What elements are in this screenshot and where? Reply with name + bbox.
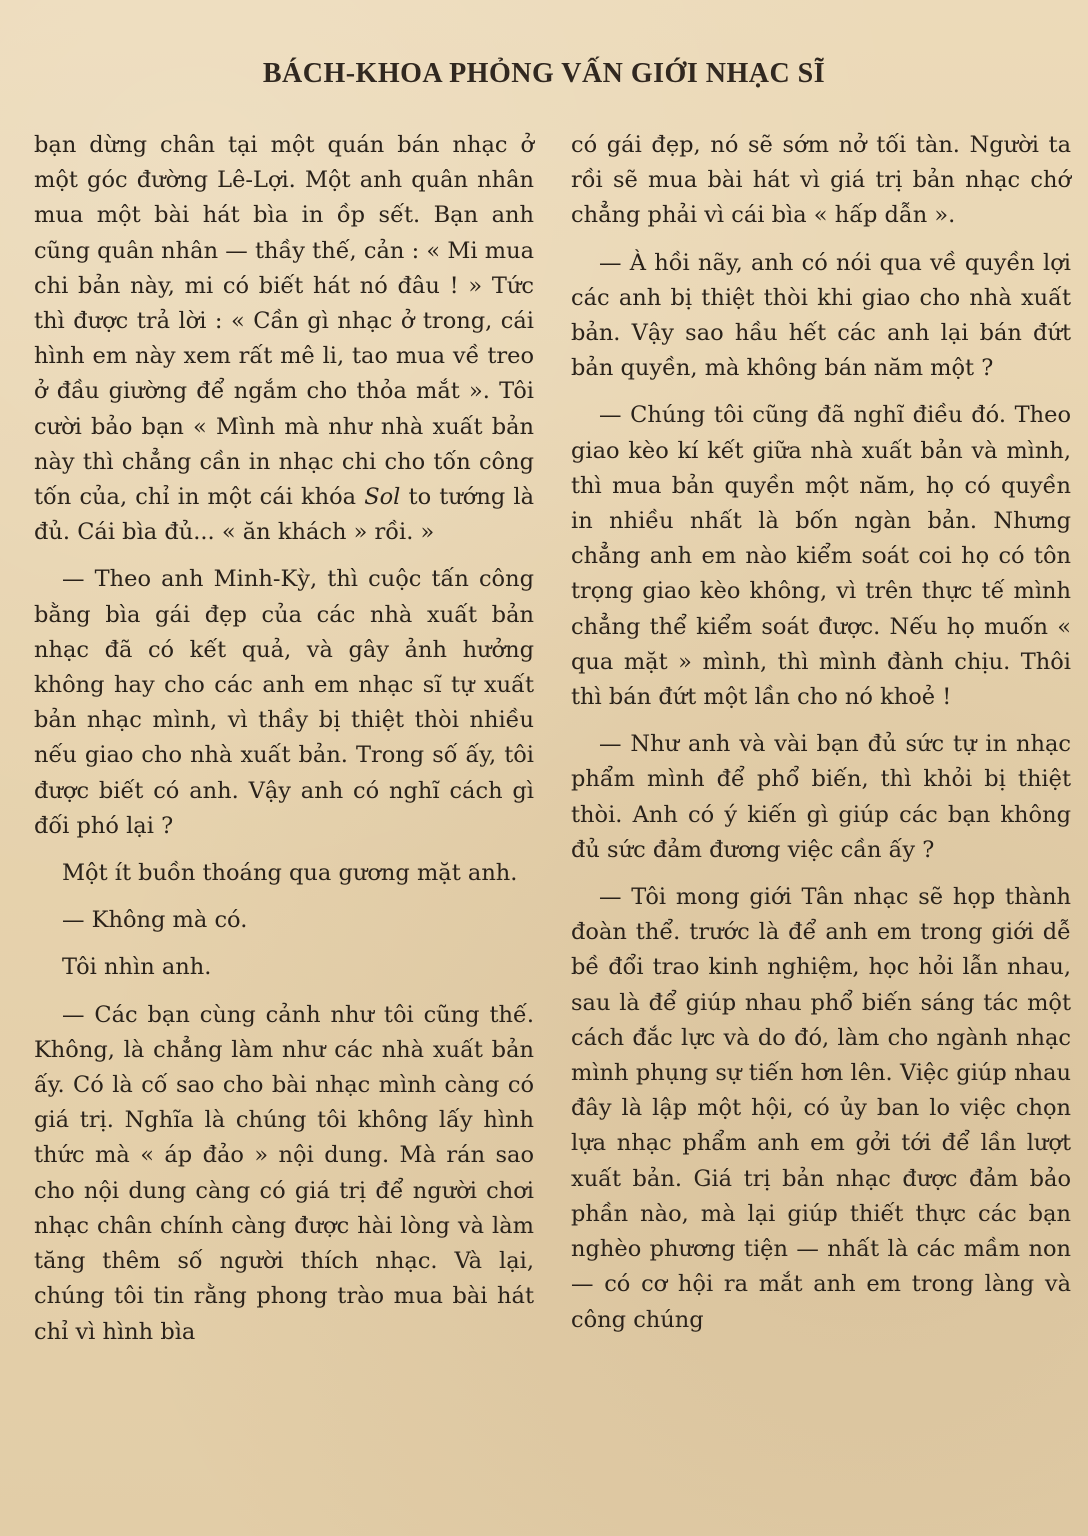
paragraph: Một ít buồn thoáng qua gương mặt anh.: [62, 860, 518, 887]
paragraph: — Không mà có.: [62, 907, 248, 934]
paragraph: có gái đẹp, nó sẽ sớm nở tối tàn. Người ta rồi sẽ mua bài hát vì giá trị bản nhạc chớ chẳng phải vì cái bìa « hấp dẫn ».: [571, 132, 1071, 229]
paragraph: — Chúng tôi cũng đã nghĩ điều đó. Theo giao kèo kí kết giữa nhà xuất bản và mình, thì mua bản quyền một năm, họ có quyền in nhiều nhất là bốn ngàn bản. Nhưng chẳng anh em nào kiểm soát coi họ có tôn trọng giao kèo không, vì trên thực tế mình chẳng thể kiểm soát được. Nếu họ muốn « qua mặt » mình, thì mình đành chịu. Thôi thì bán đứt một lần cho nó khoẻ !: [571, 402, 1071, 711]
paragraph: [34, 128, 534, 550]
paragraph-text: to tướng là đủ. Cái bìa đủ... « ăn khách » rồi. »: [34, 484, 534, 546]
paragraph: — Theo anh Minh-Kỳ, thì cuộc tấn công bằng bìa gái đẹp của các nhà xuất bản nhạc đã có kết quả, và gây ảnh hưởng không hay cho các anh em nhạc sĩ tự xuất bản nhạc mình, vì thầy bị thiệt thòi nhiều nếu giao cho nhà xuất bản. Trong số ấy, tôi được biết có anh. Vậy anh có nghĩ cách gì đối phó lại ?: [34, 566, 534, 839]
article-columns: [34, 128, 1072, 1362]
left-column: [34, 128, 534, 1362]
paragraph-text-italic: Sol: [364, 484, 401, 511]
paragraph: — Tôi mong giới Tân nhạc sẽ họp thành đoàn thể. trước là để anh em trong giới dễ bề đổi trao kinh nghiệm, học hỏi lẫn nhau, sau là để giúp nhau phổ biến sáng tác một cách đắc lực và do đó, làm cho ngành nhạc mình phụng sự tiến hơn lên. Việc giúp nhau đây là lập một hội, có ủy ban lo việc chọn lựa nhạc phẩm anh em gởi tới để lần lượt xuất bản. Giá trị bản nhạc được đảm bảo phần nào, mà lại giúp thiết thực các bạn nghèo phương tiện — nhất là các mầm non — có cơ hội ra mắt anh em trong làng và công chúng: [571, 884, 1071, 1333]
paragraph: Tôi nhìn anh.: [62, 954, 212, 981]
paragraph: — Các bạn cùng cảnh như tôi cũng thế. Không, là chẳng làm như các nhà xuất bản ấy. Có là cố sao cho bài nhạc mình càng có giá trị. Nghĩa là chúng tôi không lấy hình thức mà « áp đảo » nội dung. Mà rán sao cho nội dung càng có giá trị để người chơi nhạc chân chính càng được hài lòng và làm tăng thêm số người thích nhạc. Và lại, chúng tôi tin rằng phong trào mua bài hát chỉ vì hình bìa: [34, 1001, 534, 1345]
right-column: [571, 128, 1071, 1362]
paragraph-text: bạn dừng chân tại một quán bán nhạc ở một góc đường Lê-Lợi. Một anh quân nhân mua một bài hát bìa in ồp sết. Bạn anh cũng quân nhân — thầy thế, cản : « Mi mua chi bản này, mi có biết hát nó đâu ! » Tức thì được trả lời : « Cần gì nhạc ở trong, cái hình em này xem rất mê li, tao mua về treo ở đầu giường để ngắm cho thỏa mắt ». Tôi cười bảo bạn « Mình mà như nhà xuất bản này thì chẳng cần in nhạc chi cho tốn công tốn của, chỉ in một cái khóa: [34, 132, 534, 511]
page-header: BÁCH-KHOA PHỎNG VẤN GIỚI NHẠC SĨ: [262, 58, 826, 89]
paragraph: — Như anh và vài bạn đủ sức tự in nhạc phẩm mình để phổ biến, thì khỏi bị thiệt thòi. Anh có ý kiến gì giúp các bạn không đủ sức đảm đương việc cần ấy ?: [571, 731, 1071, 863]
paragraph: — À hồi nãy, anh có nói qua về quyền lợi các anh bị thiệt thòi khi giao cho nhà xuất bản. Vậy sao hầu hết các anh lại bán đứt bản quyền, mà không bán năm một ?: [571, 249, 1071, 382]
